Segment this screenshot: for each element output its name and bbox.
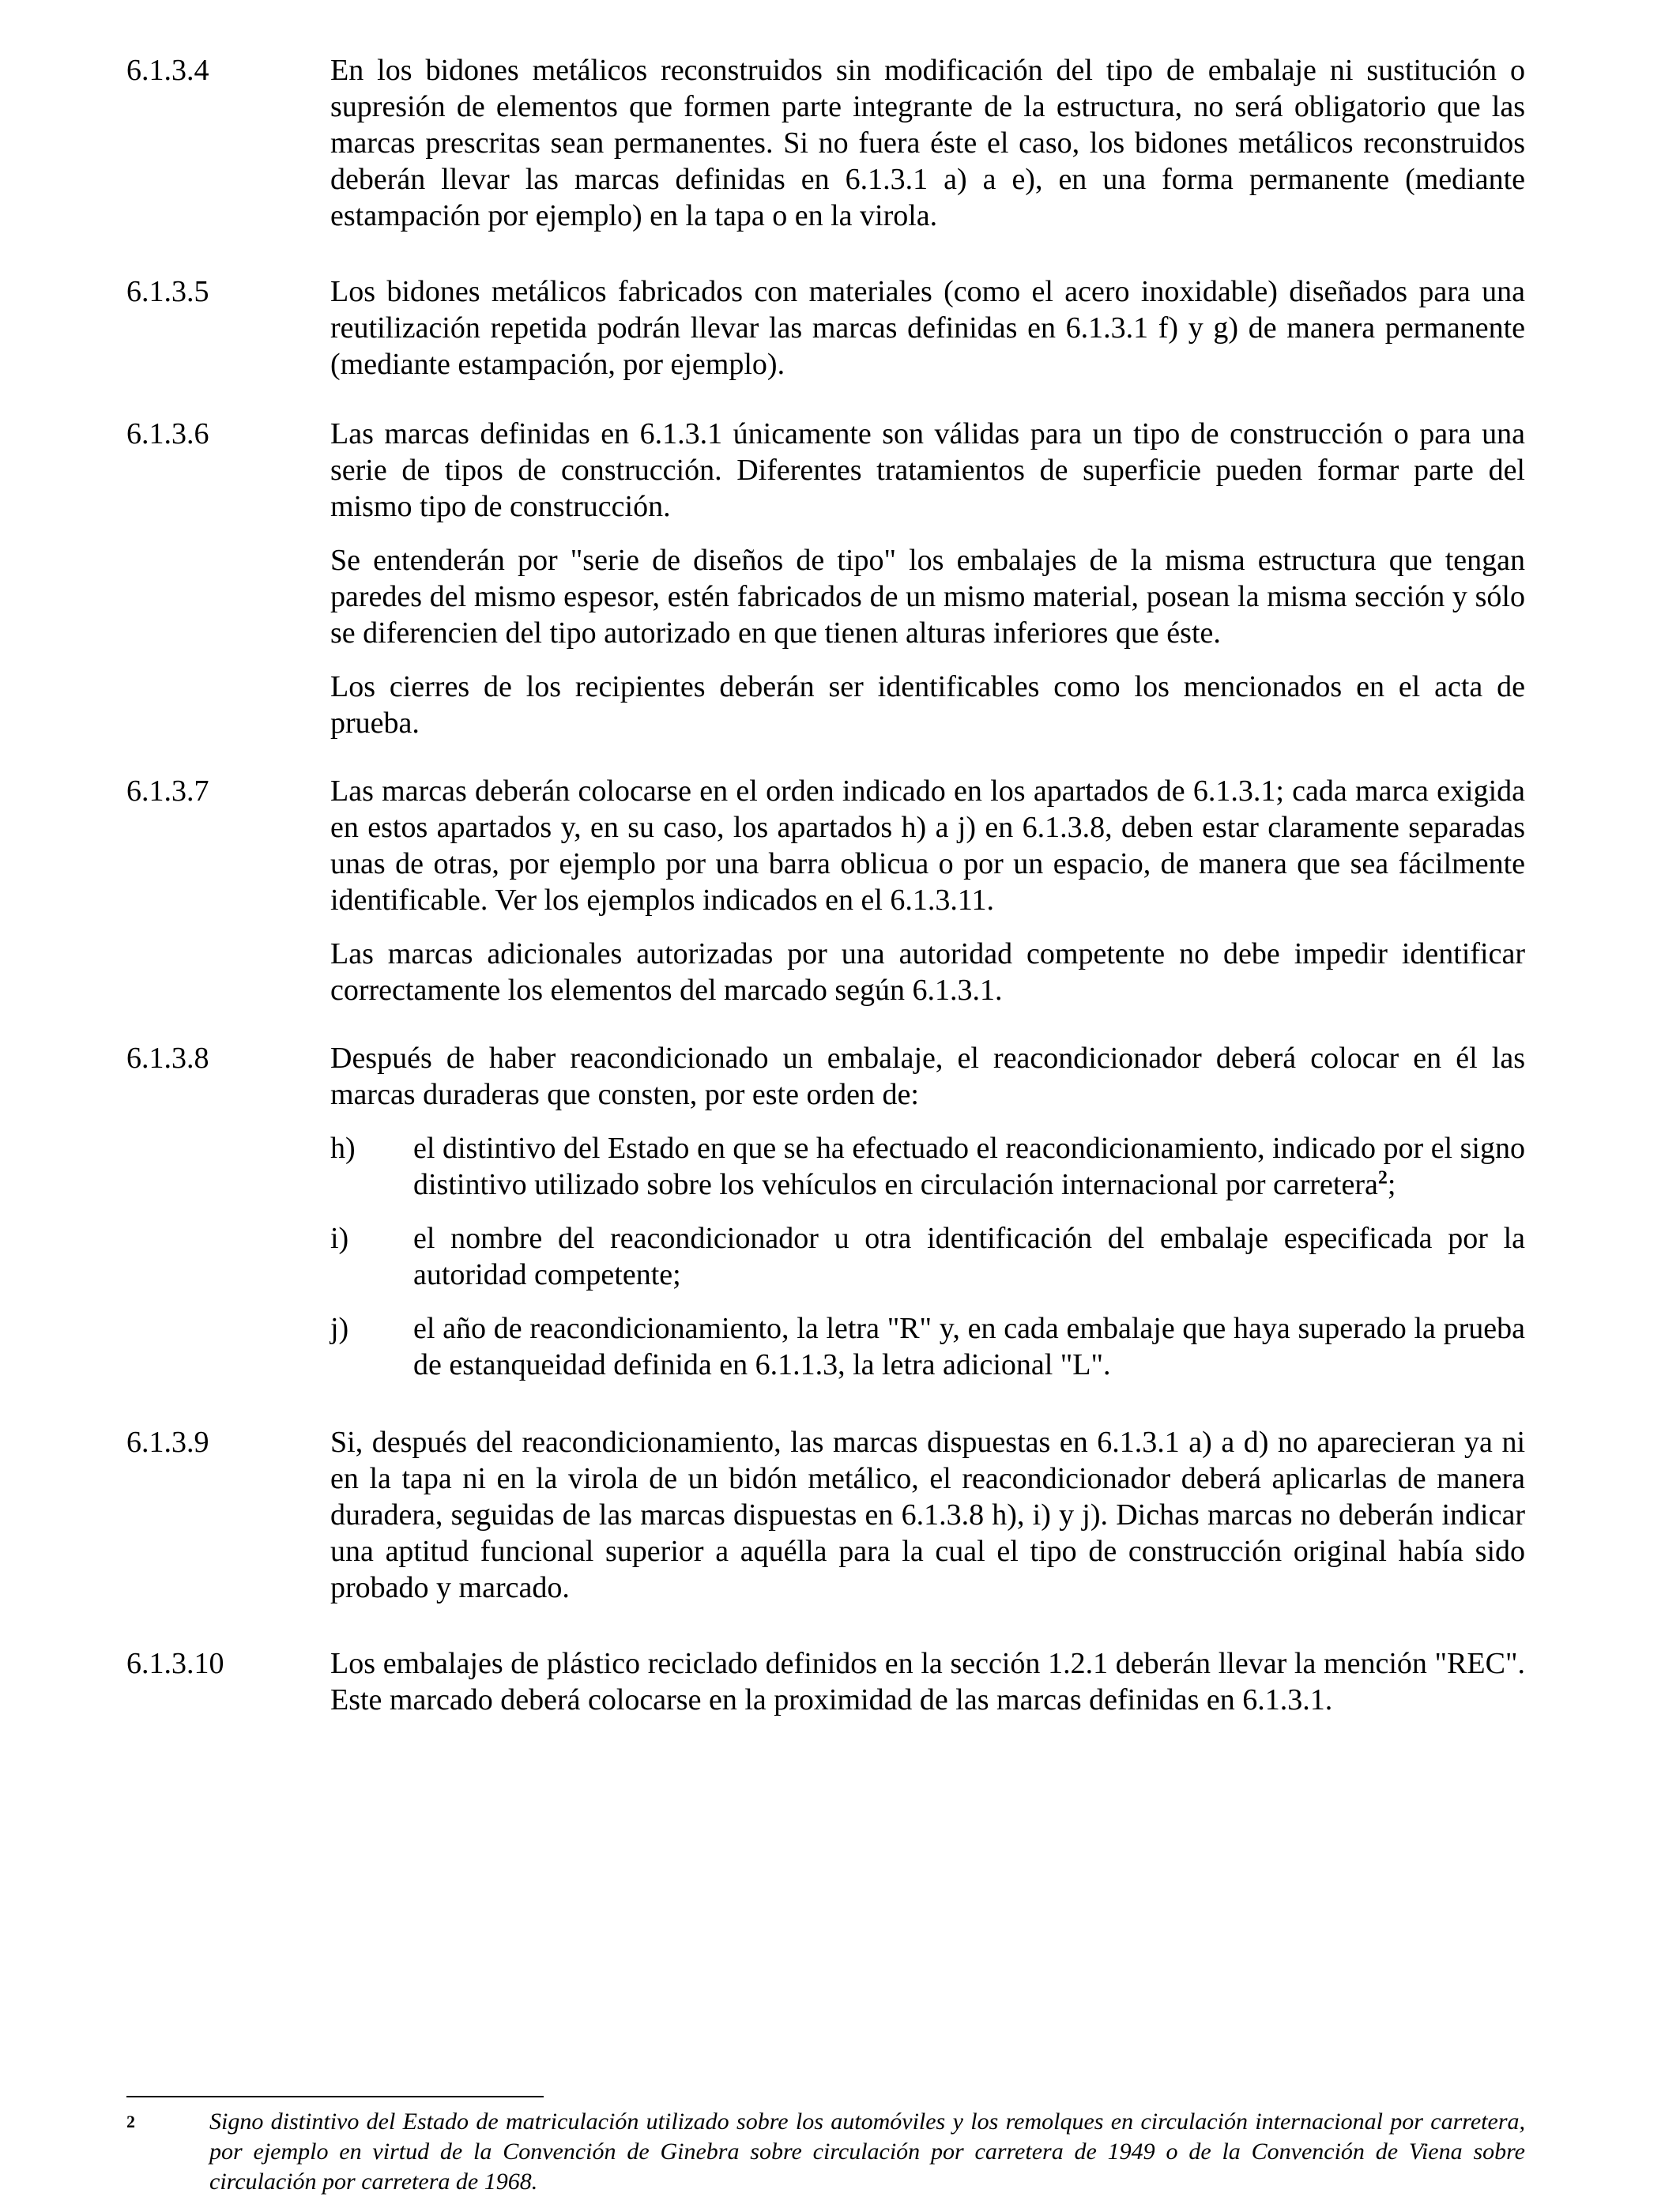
- paragraph: Si, después del reacondicionamiento, las marcas dispuestas en 6.1.3.1 a) a d) no aparecieran ya ni en la tapa ni en la virola de un bidón metálico, el reacondicionador deberá aplicarlas de manera duradera, seguidas de las marcas dispuestas en 6.1.3.8 h), i) y j). Dichas marcas no deberán indicar una aptitud funcional superior a aquélla para la cual el tipo de construcción original había sido probado y marcado.: [330, 1426, 1525, 1604]
- section-number: 6.1.3.5: [126, 275, 209, 308]
- paragraph: Las marcas definidas en 6.1.3.1 únicamente son válidas para un tipo de construcción o para una serie de tipos de construcción. Diferentes tratamientos de superficie pueden formar parte del mismo tipo de construcción.: [330, 417, 1525, 523]
- paragraph: En los bidones metálicos reconstruidos sin modificación del tipo de embalaje ni sustitución o supresión de elementos que formen parte integrante de la estructura, no será obligatorio que las marcas prescritas sean permanentes. Si no fuera éste el caso, los bidones metálicos reconstruidos deberán llevar las marcas definidas en 6.1.3.1 a) a e), en una forma permanente (mediante estampación por ejemplo) en la tapa o en la virola.: [330, 54, 1525, 232]
- footnote-mark: 2: [126, 2112, 135, 2131]
- section-6-1-3-4: [126, 52, 1525, 234]
- section-number: 6.1.3.7: [126, 774, 209, 808]
- section-6-1-3-10: [126, 1645, 1525, 1718]
- section-6-1-3-6: [126, 416, 1525, 741]
- paragraph: Los cierres de los recipientes deberán ser identificables como los mencionados en el acta de prueba.: [330, 670, 1525, 740]
- section-number: 6.1.3.6: [126, 417, 209, 450]
- footnote-text: Signo distintivo del Estado de matriculación utilizado sobre los automóviles y los remolques en circulación internacional por carretera, por ejemplo en virtud de la Convención de Ginebra sobre circulación por carretera de 1949 o de la Convención de Viena sobre circulación por carretera de 1968.: [209, 2108, 1525, 2195]
- section-6-1-3-5: [126, 273, 1525, 382]
- list-item-letter: j): [330, 1312, 349, 1345]
- footnote-reference[interactable]: 2: [1377, 1167, 1388, 1189]
- paragraph: Se entenderán por "serie de diseños de tipo" los embalajes de la misma estructura que tengan paredes del mismo espesor, estén fabricados de un mismo material, posean la misma sección y sólo se diferencien del tipo autorizado en que tienen alturas inferiores que éste.: [330, 544, 1525, 650]
- section-6-1-3-7: [126, 773, 1525, 1008]
- paragraph: Las marcas adicionales autorizadas por una autoridad competente no debe impedir identificar correctamente los elementos del marcado según 6.1.3.1.: [330, 937, 1525, 1007]
- list-item-text: el año de reacondicionamiento, la letra "R" y, en cada embalaje que haya superado la prueba de estanqueidad definida en 6.1.1.3, la letra adicional "L".: [413, 1312, 1525, 1381]
- list-item: [330, 1220, 1525, 1293]
- list-item-punctuation: ;: [1387, 1168, 1396, 1201]
- section-6-1-3-8: [126, 1040, 1525, 1400]
- list-item-text: el nombre del reacondicionador u otra identificación del embalaje especificada por la autoridad competente;: [413, 1222, 1525, 1291]
- footnote-divider: [126, 2096, 544, 2097]
- section-number: 6.1.3.10: [126, 1647, 224, 1680]
- paragraph: Los embalajes de plástico reciclado definidos en la sección 1.2.1 deberán llevar la mención "REC". Este marcado deberá colocarse en la proximidad de las marcas definidas en 6.1.3.1.: [330, 1647, 1525, 1717]
- section-number: 6.1.3.9: [126, 1426, 209, 1459]
- paragraph: Los bidones metálicos fabricados con materiales (como el acero inoxidable) diseñados para una reutilización repetida podrán llevar las marcas definidas en 6.1.3.1 f) y g) de manera permanente (mediante estampación, por ejemplo).: [330, 275, 1525, 381]
- list-item-text: [413, 1130, 1525, 1203]
- list-item-letter: h): [330, 1132, 356, 1165]
- section-6-1-3-9: [126, 1424, 1525, 1606]
- section-number: 6.1.3.4: [126, 54, 209, 87]
- list-item: [330, 1310, 1525, 1383]
- paragraph: Las marcas deberán colocarse en el orden indicado en los apartados de 6.1.3.1; cada marca exigida en estos apartados y, en su caso, los apartados h) a j) en 6.1.3.8, deben estar claramente separadas unas de otras, por ejemplo por una barra oblicua o por un espacio, de manera que sea fácilmente identificable. Ver los ejemplos indicados en el 6.1.3.11.: [330, 774, 1525, 917]
- list-item-body: el distintivo del Estado en que se ha efectuado el reacondicionamiento, indicado por el signo distintivo utilizado sobre los vehículos en circulación internacional por carretera: [413, 1132, 1525, 1201]
- paragraph: Después de haber reacondicionado un embalaje, el reacondicionador deberá colocar en él las marcas duraderas que consten, por este orden de:: [330, 1042, 1525, 1111]
- section-number: 6.1.3.8: [126, 1042, 209, 1075]
- list-item-letter: i): [330, 1222, 349, 1255]
- list-item: [330, 1130, 1525, 1203]
